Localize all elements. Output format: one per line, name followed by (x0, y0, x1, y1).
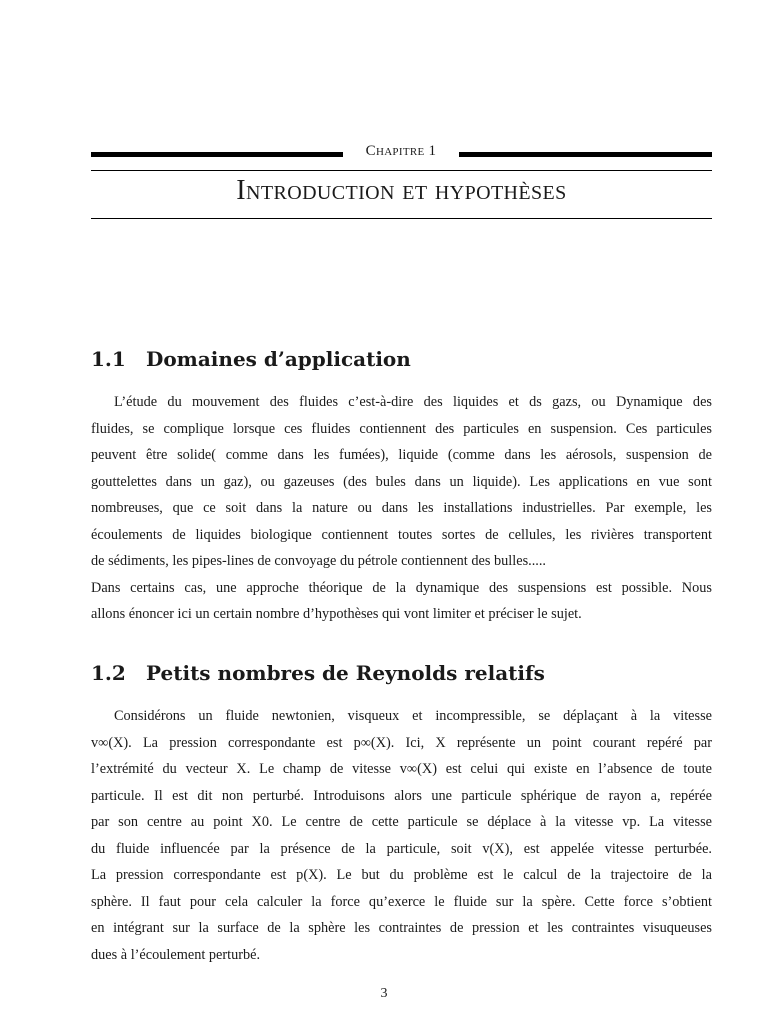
page-number: 3 (380, 986, 388, 1001)
paragraph (91, 703, 712, 968)
chapter-label: Chapitre 1 (365, 143, 437, 159)
text-line: peuvent être solide( comme dans les fumées), liquide (comme dans les aérosols, suspension de (91, 447, 712, 463)
text-line: allons énoncer ici un certain nombre d’hypothèses qui vont limiter et préciser le sujet. (91, 606, 582, 622)
title-rule-top (91, 170, 712, 171)
text-line: Considérons un fluide newtonien, visqueux et incompressible, se déplaçant à la vitesse (114, 708, 712, 724)
section-heading (91, 347, 411, 371)
section-title: Petits nombres de Reynolds relatifs (146, 661, 545, 685)
text-line: par son centre au point X0. Le centre de cette particule se déplace à la vitesse vp. La vitesse (91, 814, 712, 830)
section-number: 1.1 (91, 347, 126, 371)
text-line: gouttelettes dans un gaz), ou gazeuses (des bules dans un liquide). Les applications en vue sont (91, 473, 712, 490)
paragraph (91, 389, 712, 628)
text-line: fluides, se complique lorsque ces fluides contiennent des particules en suspension. Ces particules (91, 420, 712, 437)
section-title: Domaines d’application (146, 347, 411, 371)
title-rule-bottom (91, 218, 712, 219)
chapter-rule-right (459, 152, 712, 157)
section-number: 1.2 (91, 661, 126, 685)
text-line: l’extrémité du vecteur X. Le champ de vitesse v∞(X) est celui qui existe en l’absence de toute (91, 761, 712, 777)
text-line: Dans certains cas, une approche théorique de la dynamique des suspensions est possible. Nous (91, 579, 712, 596)
text-line: sphère. Il faut pour cela calculer la force qu’exerce le fluide sur la spère. Cette force s’obtient (91, 893, 712, 910)
chapter-rule-left (91, 152, 343, 157)
chapter-title: Introduction et hypothèses (236, 175, 567, 206)
text-line: dues à l’écoulement perturbé. (91, 946, 261, 963)
text-line: La pression correspondante est p(X). Le but du problème est le calcul de la trajectoire de la (91, 867, 712, 883)
text-line: L’étude du mouvement des fluides c’est-à-dire des liquides et ds gazs, ou Dynamique des (114, 394, 712, 410)
text-line: du fluide influencée par la présence de la particule, soit v(X), est appelée vitesse perturbée. (91, 840, 712, 857)
text-line: écoulements de liquides biologique contiennent toutes sortes de cellules, les rivières transportent (91, 526, 712, 543)
text-line: v∞(X). La pression correspondante est p∞(X). Ici, X représente un point courant repéré par (91, 734, 712, 751)
text-line: nombreuses, que ce soit dans la nature ou dans les installations industrielles. Par exemple, les (91, 500, 712, 516)
section-heading (91, 661, 545, 685)
text-line: particule. Il est dit non perturbé. Introduisons alors une particule sphérique de rayon a, repérée (91, 787, 712, 804)
text-line: de sédiments, les pipes-lines de convoyage du pétrole contiennent des bulles..... (91, 553, 547, 569)
text-line: en intégrant sur la surface de la sphère les contraintes de pression et les contraintes visuqueuses (91, 920, 712, 936)
